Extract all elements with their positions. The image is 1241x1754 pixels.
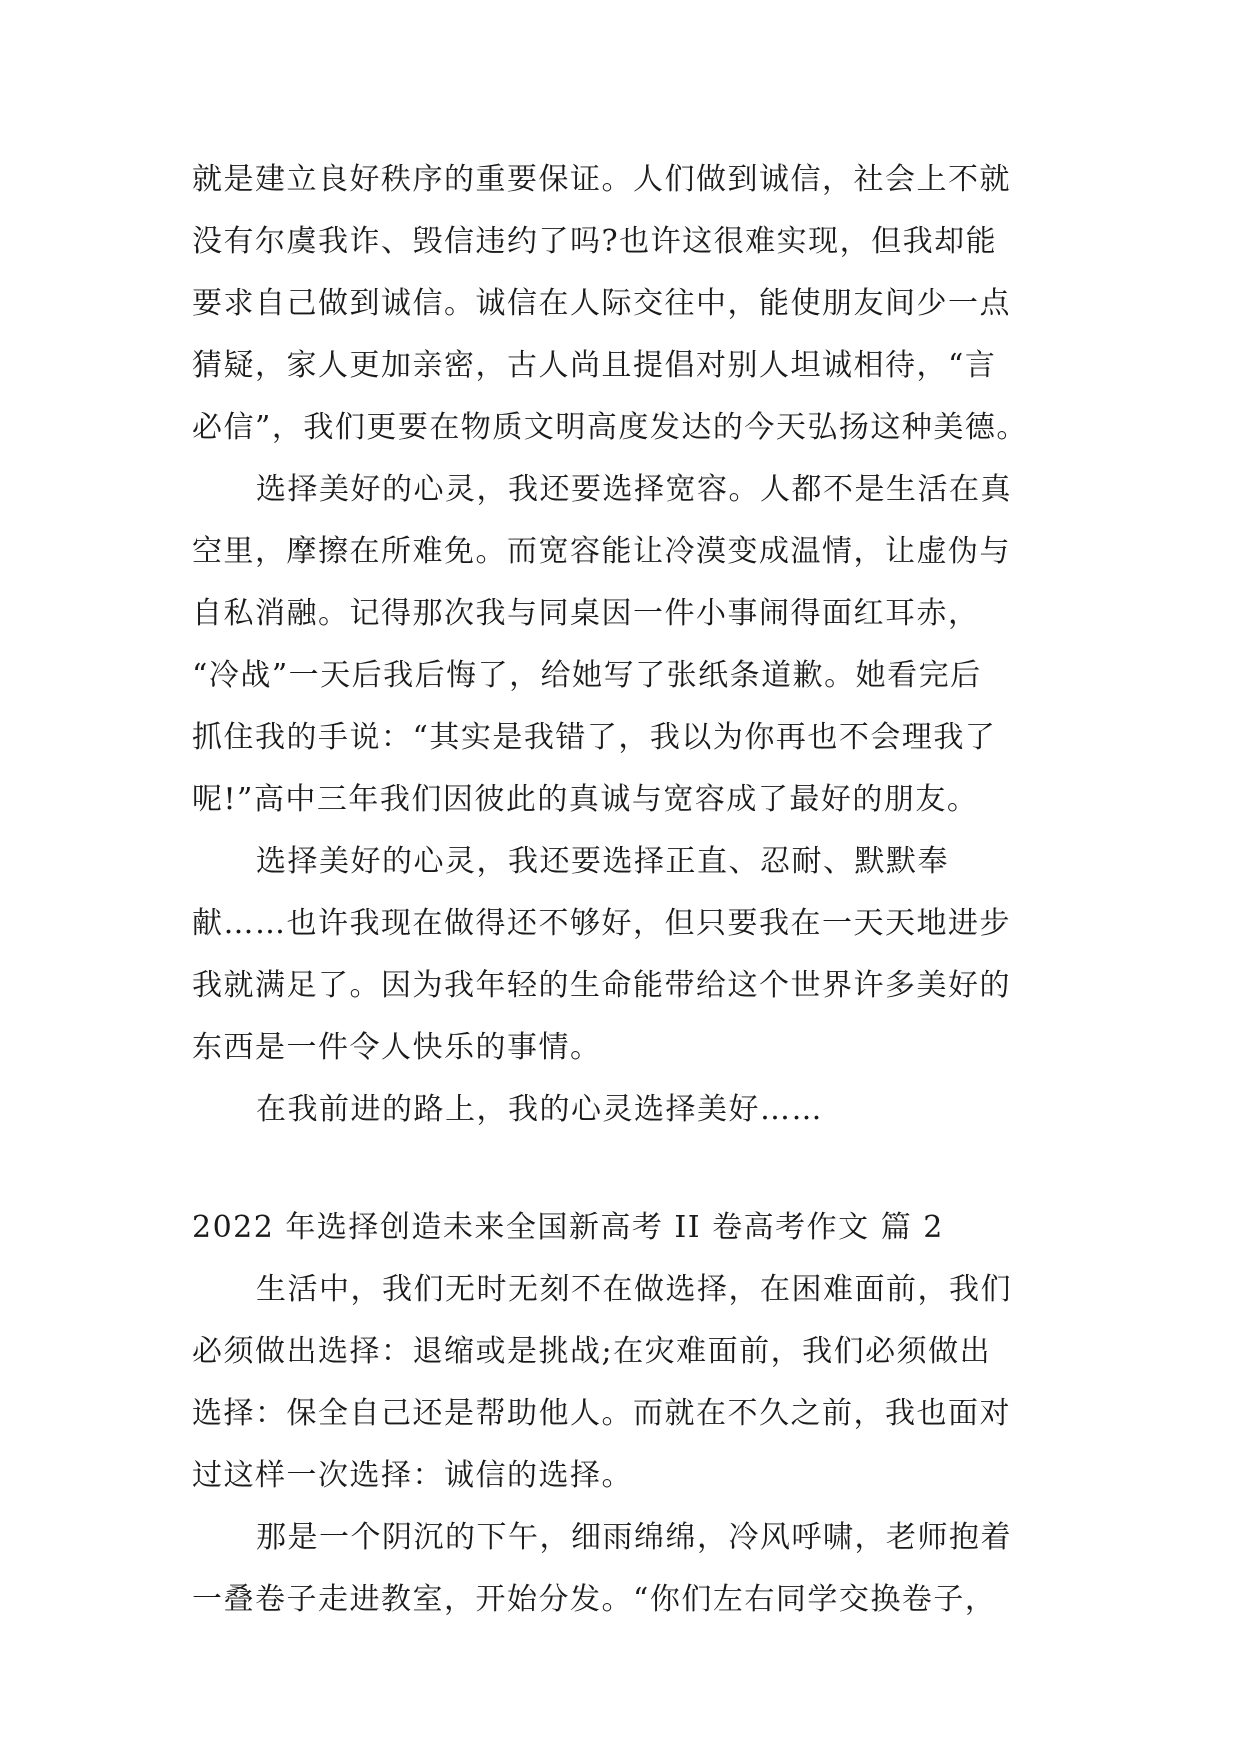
- paragraph-line: 过这样一次选择：诚信的选择。: [192, 1458, 633, 1493]
- paragraph-line: 就是建立良好秩序的重要保证。人们做到诚信，社会上不就: [192, 162, 1011, 197]
- paragraph-line: 要求自己做到诚信。诚信在人际交往中，能使朋友间少一点: [192, 286, 1011, 321]
- paragraph-line: 选择：保全自己还是帮助他人。而就在不久之前，我也面对: [192, 1396, 1011, 1431]
- paragraph-line: 我就满足了。因为我年轻的生命能带给这个世界许多美好的: [192, 968, 1011, 1003]
- paragraph-line: 必信”，我们更要在物质文明高度发达的今天弘扬这种美德。: [192, 410, 1028, 445]
- section-heading: 2022 年选择创造未来全国新高考 II 卷高考作文 篇 2: [192, 1210, 944, 1245]
- paragraph-line: 抓住我的手说：“其实是我错了，我以为你再也不会理我了: [192, 720, 997, 755]
- paragraph-line: 东西是一件令人快乐的事情。: [192, 1030, 602, 1065]
- paragraph-line: 必须做出选择：退缩或是挑战;在灾难面前，我们必须做出: [192, 1334, 992, 1369]
- paragraph-line: “冷战”一天后我后悔了，给她写了张纸条道歉。她看完后: [192, 658, 982, 693]
- paragraph-line: 猜疑，家人更加亲密，古人尚且提倡对别人坦诚相待，“言: [192, 348, 997, 383]
- paragraph-line: 自私消融。记得那次我与同桌因一件小事闹得面红耳赤，: [192, 596, 980, 631]
- paragraph-line: 那是一个阴沉的下午，细雨绵绵，冷风呼啸，老师抱着: [256, 1520, 1012, 1555]
- paragraph-line: 一叠卷子走进教室，开始分发。“你们左右同学交换卷子，: [192, 1582, 997, 1617]
- paragraph-line: 空里，摩擦在所难免。而宽容能让冷漠变成温情，让虚伪与: [192, 534, 1011, 569]
- paragraph-line: 选择美好的心灵，我还要选择宽容。人都不是生活在真: [256, 472, 1012, 507]
- paragraph-line: 献……也许我现在做得还不够好，但只要我在一天天地进步: [192, 906, 1011, 941]
- paragraph-line: 没有尔虞我诈、毁信违约了吗?也许这很难实现，但我却能: [192, 224, 998, 259]
- paragraph-line: 选择美好的心灵，我还要选择正直、忍耐、默默奉: [256, 844, 949, 879]
- paragraph-line: 在我前进的路上，我的心灵选择美好……: [256, 1092, 823, 1127]
- paragraph-line: 生活中，我们无时无刻不在做选择，在困难面前，我们: [256, 1272, 1012, 1307]
- paragraph-line: 呢!”高中三年我们因彼此的真诚与宽容成了最好的朋友。: [192, 782, 979, 817]
